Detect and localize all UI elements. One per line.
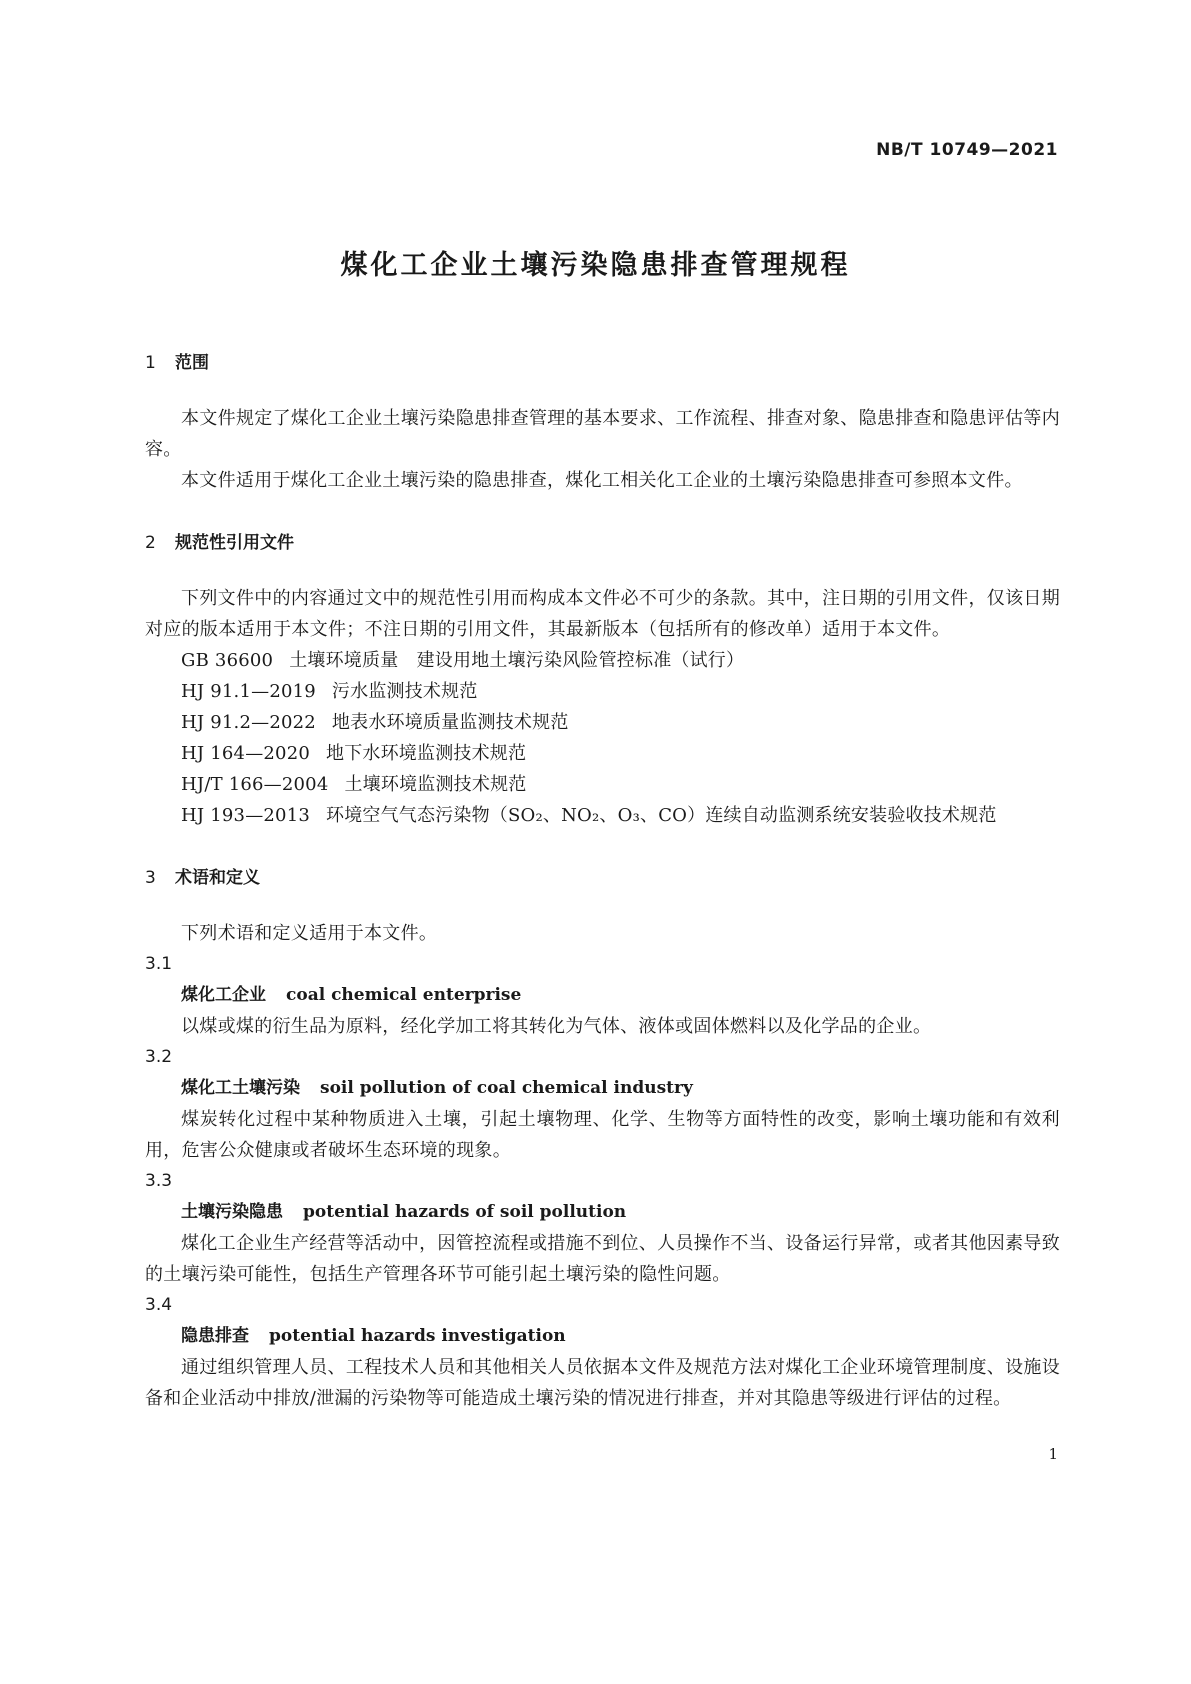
reference-code: HJ 91.1—2019 bbox=[181, 681, 316, 702]
term-definition: 以煤或煤的衍生品为原料，经化学加工将其转化为气体、液体或固体燃料以及化学品的企业。 bbox=[181, 1016, 932, 1037]
section-title: 规范性引用文件 bbox=[175, 533, 294, 553]
term-name-en: potential hazards investigation bbox=[269, 1326, 566, 1346]
term-name-zh: 煤化工土壤污染 bbox=[181, 1078, 300, 1098]
term-name-en: coal chemical enterprise bbox=[286, 985, 522, 1005]
term-name bbox=[181, 1073, 1060, 1104]
reference-item bbox=[181, 769, 1060, 800]
term-name bbox=[181, 980, 1060, 1011]
section-3-heading bbox=[145, 863, 1060, 894]
paragraph: 下列文件中的内容通过文中的规范性引用而构成本文件必不可少的条款。其中，注日期的引用文件，仅该日期对应的版本适用于本文件；不注日期的引用文件，其最新版本（包括所有的修改单）适用于本文件。 bbox=[145, 588, 1060, 640]
section-title: 范围 bbox=[175, 353, 209, 373]
section-number: 3 bbox=[145, 868, 156, 888]
reference-title: 地下水环境监测技术规范 bbox=[326, 743, 527, 764]
reference-title: 环境空气气态污染物（SO₂、NO₂、O₃、CO）连续自动监测系统安装验收技术规范 bbox=[326, 805, 997, 826]
paragraph: 本文件适用于煤化工企业土壤污染的隐患排查，煤化工相关化工企业的土壤污染隐患排查可参照本文件。 bbox=[181, 470, 1023, 491]
paragraph: 本文件规定了煤化工企业土壤污染隐患排查管理的基本要求、工作流程、排查对象、隐患排查和隐患评估等内容。 bbox=[145, 408, 1060, 460]
section-number: 2 bbox=[145, 533, 156, 553]
term-name-en: soil pollution of coal chemical industry bbox=[320, 1078, 693, 1098]
term-name-zh: 煤化工企业 bbox=[181, 985, 266, 1005]
reference-item bbox=[181, 676, 1060, 707]
reference-code: GB 36600 bbox=[181, 650, 274, 671]
section-title: 术语和定义 bbox=[175, 868, 260, 888]
section-1-heading bbox=[145, 348, 1060, 379]
term-number: 3.4 bbox=[145, 1295, 173, 1315]
page-number: 1 bbox=[1048, 1445, 1058, 1463]
reference-title: 土壤环境质量 建设用地土壤污染风险管控标准（试行） bbox=[289, 650, 745, 671]
term-name-zh: 隐患排查 bbox=[181, 1326, 249, 1346]
reference-item bbox=[181, 738, 1060, 769]
term-number: 3.1 bbox=[145, 954, 173, 974]
reference-title: 污水监测技术规范 bbox=[331, 681, 478, 702]
reference-code: HJ/T 166—2004 bbox=[181, 774, 329, 795]
reference-code: HJ 193—2013 bbox=[181, 805, 310, 826]
reference-code: HJ 91.2—2022 bbox=[181, 712, 316, 733]
term-definition: 通过组织管理人员、工程技术人员和其他相关人员依据本文件及规范方法对煤化工企业环境管理制度、设施设备和企业活动中排放/泄漏的污染物等可能造成土壤污染的情况进行排查，并对其隐患等级进行评估的过程。 bbox=[145, 1357, 1060, 1409]
section-number: 1 bbox=[145, 353, 156, 373]
term-name-zh: 土壤污染隐患 bbox=[181, 1202, 283, 1222]
term-name-en: potential hazards of soil pollution bbox=[303, 1202, 627, 1222]
term-number: 3.3 bbox=[145, 1171, 173, 1191]
term-definition: 煤化工企业生产经营等活动中，因管控流程或措施不到位、人员操作不当、设备运行异常，或者其他因素导致的土壤污染可能性，包括生产管理各环节可能引起土壤污染的隐性问题。 bbox=[145, 1233, 1060, 1285]
document-title: 煤化工企业土壤污染隐患排查管理规程 bbox=[340, 250, 851, 281]
reference-item bbox=[181, 800, 1060, 831]
document-body bbox=[145, 348, 1060, 1414]
term-name bbox=[181, 1321, 1060, 1352]
term-definition: 煤炭转化过程中某种物质进入土壤，引起土壤物理、化学、生物等方面特性的改变，影响土壤功能和有效利用，危害公众健康或者破坏生态环境的现象。 bbox=[145, 1109, 1060, 1161]
reference-code: HJ 164—2020 bbox=[181, 743, 310, 764]
reference-item bbox=[181, 707, 1060, 738]
term-number: 3.2 bbox=[145, 1047, 173, 1067]
reference-title: 土壤环境监测技术规范 bbox=[344, 774, 527, 795]
paragraph: 下列术语和定义适用于本文件。 bbox=[181, 923, 438, 944]
section-2-heading bbox=[145, 528, 1060, 559]
term-name bbox=[181, 1197, 1060, 1228]
standard-code: NB/T 10749—2021 bbox=[876, 140, 1058, 160]
reference-item bbox=[181, 645, 1060, 676]
reference-title: 地表水环境质量监测技术规范 bbox=[331, 712, 569, 733]
